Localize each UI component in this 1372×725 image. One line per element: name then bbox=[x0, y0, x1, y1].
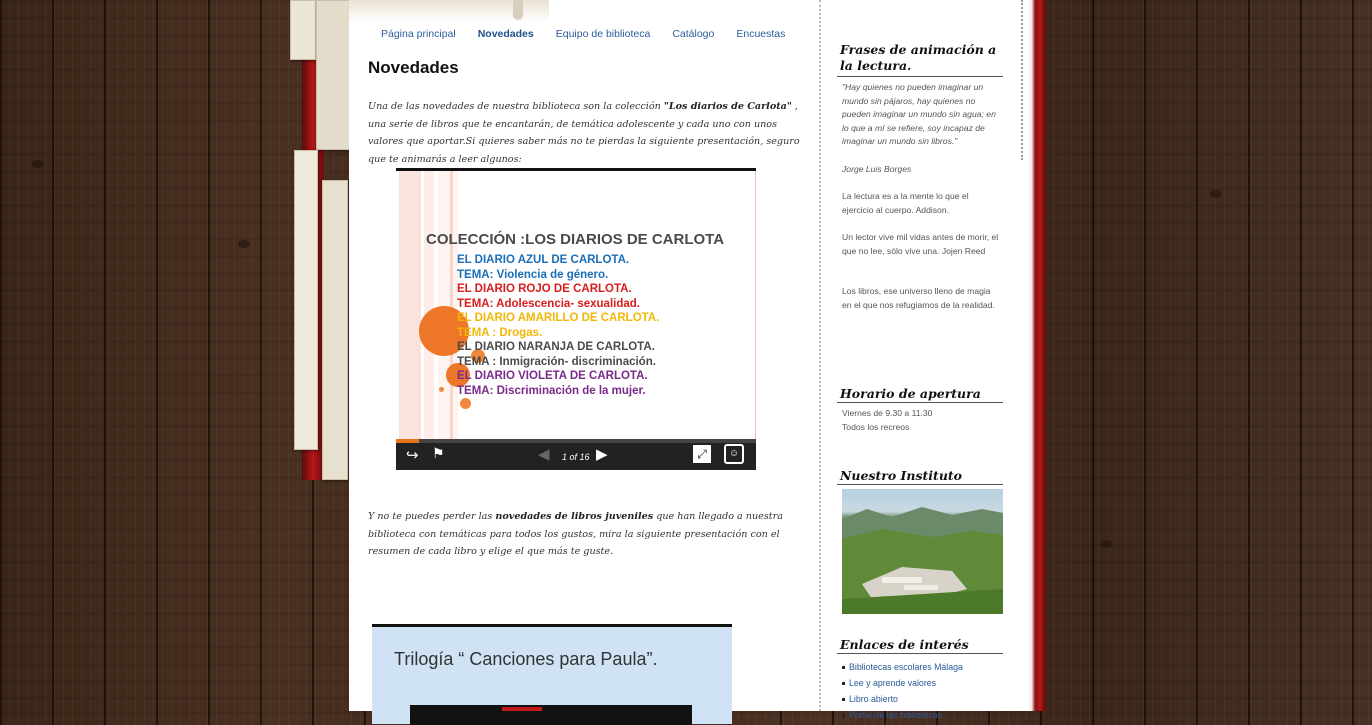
slide-stripe bbox=[424, 171, 434, 439]
link-item[interactable] bbox=[842, 707, 963, 723]
p2-text: Y no te puedes perder las bbox=[368, 511, 496, 522]
slideshow-controls bbox=[396, 439, 756, 470]
quote-author: Jorge Luis Borges bbox=[842, 164, 912, 174]
institute-widget-title: Nuestro Instituto bbox=[840, 468, 963, 483]
slideshow-embed-carlota[interactable] bbox=[396, 168, 756, 470]
widget-divider bbox=[837, 402, 1003, 403]
sidebar-edge-dots bbox=[1021, 0, 1023, 160]
slideshare-logo-icon[interactable]: ☺ bbox=[724, 444, 744, 464]
link-item[interactable] bbox=[842, 691, 963, 707]
p2-bold: novedades de libros juveniles bbox=[495, 511, 654, 522]
p1-bold: "Los diarios de Carlota" bbox=[663, 101, 792, 112]
quote-jojen: Un lector vive mil vidas antes de morir, el que no lee, sólo vive una. Jojen Reed bbox=[842, 232, 999, 256]
links-list bbox=[842, 659, 963, 723]
slide-line: EL DIARIO NARANJA DE CARLOTA. bbox=[457, 341, 655, 353]
wood-knot bbox=[1100, 540, 1112, 548]
book-cover-image bbox=[410, 705, 692, 725]
nav-home[interactable]: Página principal bbox=[381, 28, 456, 40]
slide-line: TEMA : Inmigración- discriminación. bbox=[457, 355, 656, 368]
post-paragraph-1 bbox=[368, 98, 803, 168]
slideshow-embed-paula[interactable] bbox=[372, 624, 732, 724]
post-title: Novedades bbox=[368, 58, 459, 77]
prev-arrow-icon[interactable]: ◀ bbox=[538, 446, 550, 463]
slide-canvas bbox=[396, 171, 756, 439]
slide-title: COLECCIÓN :LOS DIARIOS DE CARLOTA bbox=[426, 231, 725, 248]
widget-divider bbox=[837, 76, 1003, 77]
link-label[interactable]: Bibliotecas escolares Málaga bbox=[849, 662, 963, 672]
link-label[interactable]: Lee y aprende valores bbox=[849, 678, 937, 688]
p1-text: Una de las novedades de nuestra biblioteca son la colección bbox=[368, 101, 664, 112]
link-label[interactable]: Libro abierto bbox=[849, 694, 898, 704]
links-widget-title: Enlaces de interés bbox=[840, 637, 969, 652]
widget-divider bbox=[837, 653, 1003, 654]
main-nav bbox=[381, 28, 785, 40]
slide-line: TEMA : Drogas. bbox=[457, 326, 543, 339]
nav-encuestas[interactable]: Encuestas bbox=[736, 28, 786, 40]
link-label[interactable]: Portal de las bibliotecas bbox=[849, 710, 942, 720]
slide-counter: 1 of 16 bbox=[562, 452, 590, 462]
slide-line: TEMA: Adolescencia- sexualidad. bbox=[457, 297, 640, 310]
next-arrow-icon[interactable]: ▶ bbox=[596, 446, 608, 463]
slide-circle bbox=[460, 398, 471, 409]
slide-line: TEMA: Violencia de género. bbox=[457, 268, 609, 281]
nav-catalogo[interactable]: Catálogo bbox=[672, 28, 715, 40]
wood-knot bbox=[1210, 190, 1222, 198]
slide-line: EL DIARIO AMARILLO DE CARLOTA. bbox=[457, 312, 660, 324]
nav-equipo[interactable]: Equipo de biblioteca bbox=[555, 28, 651, 40]
slide-line: TEMA: Discriminación de la mujer. bbox=[457, 384, 646, 397]
widget-divider bbox=[837, 484, 1003, 485]
slide-line: EL DIARIO VIOLETA DE CARLOTA. bbox=[457, 370, 648, 382]
post-paragraph-2 bbox=[368, 508, 803, 561]
landscape-image bbox=[842, 489, 1003, 614]
wood-knot bbox=[32, 160, 44, 168]
share-icon[interactable]: ↪ bbox=[406, 447, 419, 464]
hours-line-1: Viernes de 9.30 a 11.30 bbox=[842, 408, 933, 418]
left-paper-decoration bbox=[290, 0, 352, 480]
header-decoration bbox=[349, 0, 549, 22]
p1-text-end: , una serie de libros que te encantarán, de temática adolescente y cada uno con unos valores que aportar.Si quieres saber más no te pierdas la siguiente presentación, seguro que te animarás a leer algunos: bbox=[368, 101, 800, 165]
nav-novedades[interactable]: Novedades bbox=[477, 28, 534, 40]
slide-stripe bbox=[399, 171, 421, 439]
slide-title-paula: Trilogía “ Canciones para Paula”. bbox=[394, 649, 658, 669]
link-item[interactable] bbox=[842, 675, 963, 691]
quote-addison: La lectura es a la mente lo que el ejercicio al cuerpo. Addison. bbox=[842, 191, 969, 215]
hours-line-2: Todos los recreos bbox=[842, 422, 910, 432]
quotes-widget-title: Frases de animación a la lectura. bbox=[840, 42, 997, 73]
flag-icon[interactable]: ⚑ bbox=[432, 445, 445, 461]
slide-circle bbox=[439, 387, 444, 392]
hours-widget-title: Horario de apertura bbox=[840, 386, 981, 401]
slide-stripe bbox=[438, 171, 458, 439]
main-content bbox=[349, 0, 821, 711]
quote-libros: Los libros, ese universo lleno de magia en el que nos refugiamos de la realidad. bbox=[842, 286, 995, 310]
institute-photo[interactable] bbox=[842, 489, 1003, 614]
slide-lines bbox=[457, 253, 659, 398]
page-wrapper bbox=[349, 0, 1029, 720]
link-item[interactable] bbox=[842, 659, 963, 675]
slide-stripe bbox=[450, 171, 453, 439]
quote-borges: "Hay quienes no pueden imaginar un mundo sin pájaros, hay quienes no pueden imaginar un mundo sin agua; en lo que a mí se refiere, soy incapaz de imaginar un mundo sin libros." bbox=[842, 82, 996, 146]
progress-bar[interactable] bbox=[396, 439, 756, 443]
p2-text-end: que han llegado a nuestra biblioteca con temáticas para todos los gustos, mira la siguiente presentación con el resumen de cada libro y elige el que más te guste. bbox=[368, 511, 783, 557]
progress-fill bbox=[396, 439, 419, 443]
wood-knot bbox=[238, 240, 250, 248]
fullscreen-icon[interactable]: ⤢ bbox=[693, 445, 711, 463]
slide-line: EL DIARIO ROJO DE CARLOTA. bbox=[457, 283, 632, 295]
slide-line: EL DIARIO AZUL DE CARLOTA. bbox=[457, 254, 630, 266]
